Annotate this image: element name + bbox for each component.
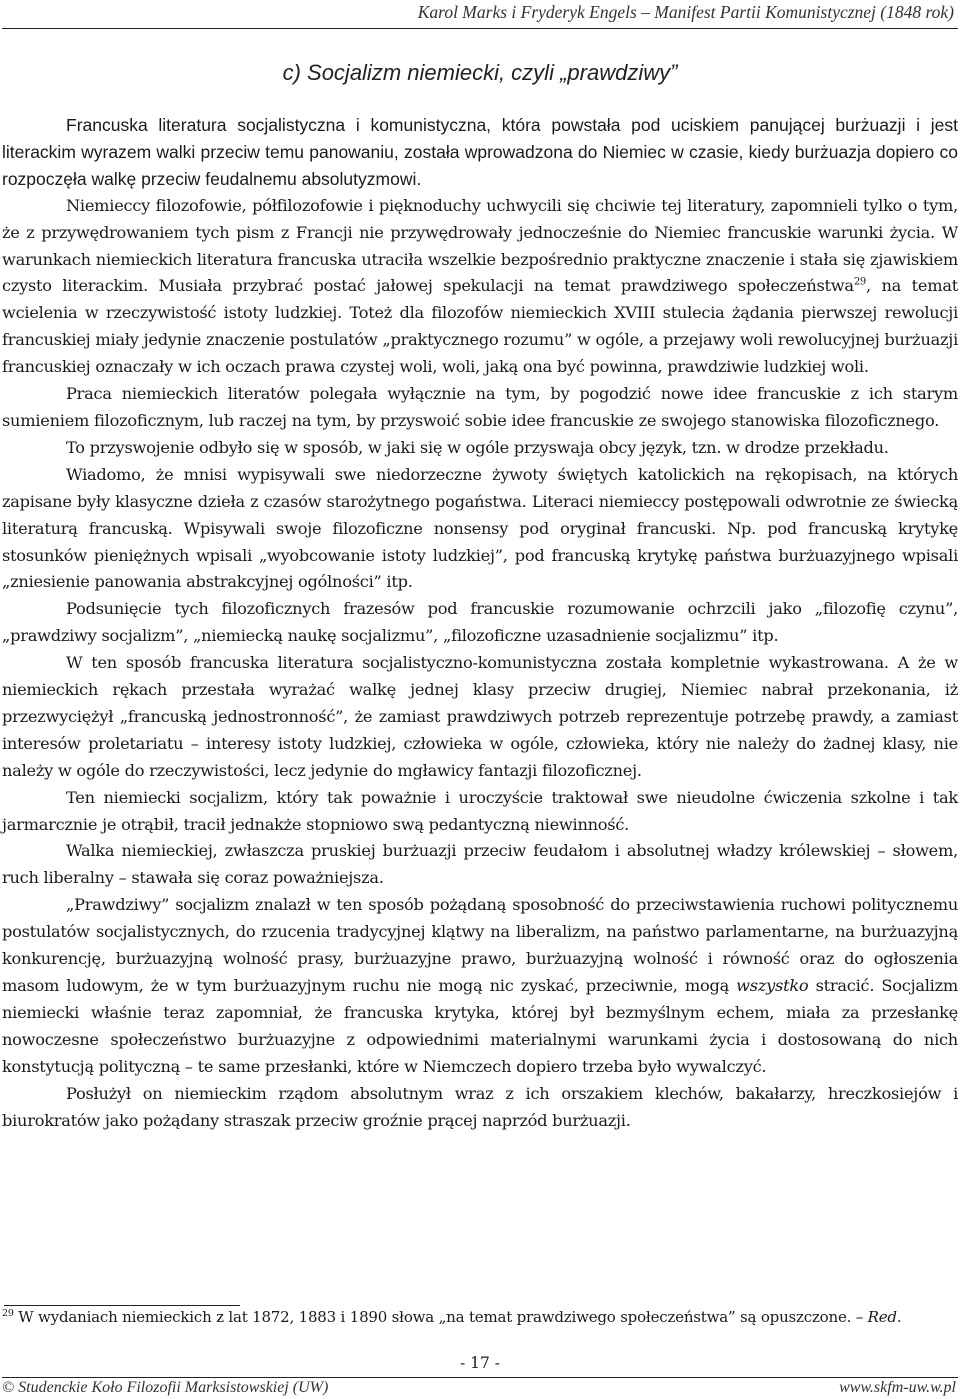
section-title: c) Socjalizm niemiecki, czyli „prawdziwy” xyxy=(282,60,678,85)
footnote-number: 29 xyxy=(2,1308,14,1319)
paragraph: W ten sposób francuska literatura socjalistyczno-komunistyczna została kompletnie wykastrowana. A że w niemieckich rękach przestała wyrażać walkę jednej klasy przeciw drugiej, Niemiec nabrał przekonania, iż przezwyciężył „francuską jednostronność”, że zamiast prawdziwych potrzeb reprezentuje potrzebę prawdy, a zamiast interesów proletariatu – interesy istoty ludzkiej, człowieka w ogóle, człowieka, który nie należy do żadnej klasy, nie należy w ogóle do rzeczywistości, lecz jedynie do mgławicy fantazji filozoficznej. xyxy=(2,653,958,780)
paragraph-text: „Prawdziwy” socjalizm znalazł w ten sposób pożądaną sposobność do przeciwstawienia ruchowi politycznemu postulatów socjalistycznych, do rzucenia tradycyjnej klątwy na liberalizm, na państwo parlamentarne, na burżuazyjną konkurencję, burżuazyjną wolność prasy, burżuazyjne prawo, burżuazyjną wolność i równość oraz do ogłoszenia masom ludowym, że w tym burżuazyjnym ruchu nie mogą nic zyskać, przeciwnie, mogą xyxy=(2,895,958,995)
footnote-divider xyxy=(4,1305,240,1306)
header-divider xyxy=(2,28,958,29)
paragraph: Posłużył on niemieckim rządom absolutnym wraz z ich orszakiem klechów, bakałarzy, hreczkosiejów i biurokratów jako pożądany straszak przeciw groźnie prącej naprzód burżuazji. xyxy=(2,1083,958,1130)
paragraph-text: stracić. Socjalizm niemiecki właśnie teraz zapomniał, że francuska krytyka, której był bezmyślnym echem, miała za przesłankę nowoczesne społeczeństwo burżuazyjne z odpowiednimi materialnymi warunkami życia i dostosowaną do nich konstytucją polityczną – te same przesłanki, które w Niemczech dopiero trzeba było wywalczyć. xyxy=(2,976,958,1076)
footer-copyright: © Studenckie Koło Filozofii Marksistowskiej (UW) xyxy=(2,1379,329,1396)
footnote-editor-note: – Red. xyxy=(855,1308,902,1326)
paragraph: Walka niemieckiej, zwłaszcza pruskiej burżuazji przeciw feudałom i absolutnej władzy królewskiej – słowem, ruch liberalny – stawała się coraz poważniejsza. xyxy=(2,841,958,888)
footnote-text: W wydaniach niemieckich z lat 1872, 1883 i 1890 słowa „na temat prawdziwego społeczeństwa” są opuszczone. xyxy=(13,1308,856,1326)
paragraph xyxy=(2,193,958,381)
footer-divider xyxy=(2,1377,958,1378)
paragraph xyxy=(2,892,958,1080)
footnote xyxy=(2,1308,958,1326)
paragraph: Francuska literatura socjalistyczna i komunistyczna, która powstała pod uciskiem panującej burżuazji i jest literackim wyrazem walki przeciw temu panowaniu, została wprowadzona do Niemiec w czasie, kiedy burżuazja dopiero co rozpoczęła walkę przeciw feudalnemu absolutyzmowi. xyxy=(2,115,958,189)
paragraph-text: , na temat wcielenia w rzeczywistość istoty ludzkiej. Toteż dla filozofów niemieckich XVIII stulecia żądania pierwszej rewolucji francuskiej miały jedynie znaczenie postulatów „praktycznego rozumu” w ogóle, a przejawy woli rewolucyjnej burżuazji francuskiej oznaczały w ich oczach prawa czystej woli, woli, jaką ona być powinna, prawdziwie ludzkiej woli. xyxy=(2,276,958,377)
footer-website: www.skfm-uw.w.pl xyxy=(839,1379,956,1396)
paragraph-text: Niemieccy filozofowie, półfilozofowie i pięknoduchy uchwycili się chciwie tej literatury, zapomnieli tylko o tym, że z przywędrowaniem tych pism z Francji nie przywędrowały jednocześnie do Niemiec francuskie warunki życia. W warunkach niemieckich literatura francuska utraciła wszelkie bezpośrednio praktyczne znaczenie i stała się zjawiskiem czysto literackim. Musiała przybrać postać jałowej spekulacji na temat prawdziwego społeczeństwa xyxy=(2,195,958,296)
footnote-reference: 29 xyxy=(853,277,867,289)
paragraph: Ten niemiecki socjalizm, który tak poważnie i uroczyście traktował swe nieudolne ćwiczenia szkolne i tak jarmarcznie je otrąbił, tracił jednakże stopniowo swą pedantyczną niewinność. xyxy=(2,787,958,834)
emphasis: wszystko xyxy=(736,976,809,995)
paragraph: Praca niemieckich literatów polegała wyłącznie na tym, by pogodzić nowe idee francuskie z ich starym sumieniem filozoficznym, lub raczej na tym, by przyswoić sobie idee francuskie ze swojego stanowiska filozoficznego. xyxy=(2,384,958,430)
paragraph: Podsunięcie tych filozoficznych frazesów pod francuskie rozumowanie ochrzcili jako „filozofię czynu”, „prawdziwy socjalizm”, „niemiecką naukę socjalizmu”, „filozoficzne uzasadnienie socjalizmu” itp. xyxy=(2,599,958,646)
body-text xyxy=(2,112,958,1134)
paragraph: To przyswojenie odbyło się w sposób, w jaki się w ogóle przyswaja obcy język, tzn. w drodze przekładu. xyxy=(66,437,889,457)
running-header: Karol Marks i Fryderyk Engels – Manifest Partii Komunistycznej (1848 rok) xyxy=(417,2,954,22)
page-number: - 17 - xyxy=(459,1354,501,1372)
paragraph: Wiadomo, że mnisi wypisywali swe niedorzeczne żywoty świętych katolickich na rękopisach, na których zapisane były klasyczne dzieła z czasów starożytnego pogaństwa. Literaci niemieccy postępowali odwrotnie ze świecką literaturą francuską. Wpisywali swoje filozoficzne nonsensy pod oryginał francuski. Np. pod francuską krytykę stosunków pieniężnych wpisali „wyobcowanie istoty ludzkiej”, pod francuską krytykę państwa burżuazyjnego wpisali „zniesienie panowania abstrakcyjnej ogólności” itp. xyxy=(2,464,958,592)
